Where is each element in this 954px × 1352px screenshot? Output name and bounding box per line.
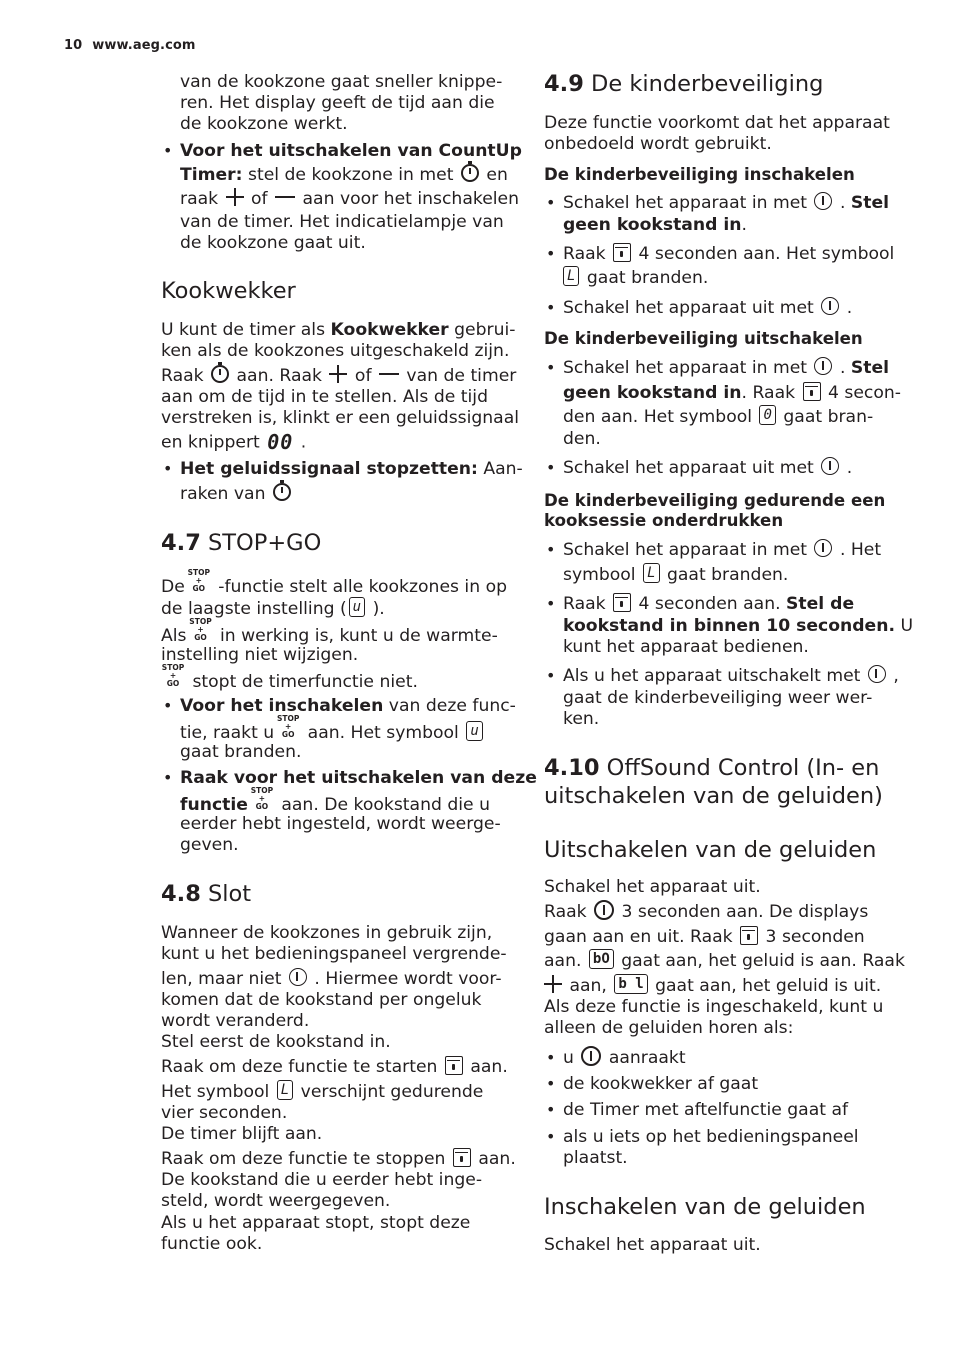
bullet: • [546,358,556,377]
text-span: aan. [544,951,582,971]
text-line: De kookstand die u eerder hebt inge- [161,1170,483,1190]
page-number: 10 [64,38,83,53]
stop-go-bottom: GO [192,584,206,593]
text-span: . Het [834,540,882,560]
section-number: 4.9 [544,71,584,97]
text-span: , [887,666,899,686]
text-span: in werking is, kunt u de warmte- [214,626,498,646]
lock-icon [613,243,631,262]
text-span: Raak [563,594,606,614]
text-span: Als u het apparaat uitschakelt met [563,666,861,686]
header-url[interactable]: www.aeg.com [92,38,196,53]
text-span: gaat branden. [661,565,789,585]
bullet: • [546,1100,556,1119]
page-header [64,38,196,53]
text-span: len, maar niet [161,969,282,989]
bold-text: Voor het inschakelen [180,696,384,716]
section-title-4-10 [544,754,879,782]
bullet: • [546,458,556,477]
section-title-inschakelen: Inschakelen van de geluiden [544,1194,866,1220]
text-span: stel de kookzone in met [242,165,454,185]
text-span: Raak om deze functie te starten [161,1057,438,1077]
text-span: aanraakt [603,1048,686,1068]
bold-text: Stel [850,193,890,213]
lock-icon [453,1148,471,1167]
text-span: 3 seconden aan. De displays [616,902,869,922]
display-l-icon: L [277,1080,293,1100]
display-l-icon: L [563,266,579,286]
section-number: 4.10 [544,755,600,781]
text-line [161,432,306,454]
text-line: aan om de tijd in te stellen. Als de tijd [161,387,488,407]
text-span: gaat bran- [777,407,874,427]
text-span: aan voor het inschakelen [297,189,520,209]
text-span: . [841,458,853,478]
text-span: u [563,1048,574,1068]
text-span: De [161,577,185,597]
stop-go-plus: + [285,722,292,731]
text-line: ren. Het display geeft de tijd aan die [180,93,495,113]
text-line [180,459,523,480]
bold-text: geen kookstand in [563,215,742,235]
text-span: 4 seconden aan. [633,594,787,614]
bullet: • [546,1074,556,1093]
stop-go-plus: + [195,576,202,585]
power-icon [868,665,886,683]
stop-go-top: STOP [189,617,212,626]
bold-text: geen kookstand in [563,383,742,403]
text-line: Schakel het apparaat uit. [544,877,761,897]
display-0-icon: 0 [759,405,775,425]
stop-go-top: STOP [250,786,274,795]
text-span: stopt de timerfunctie niet. [187,672,418,692]
text-span: raak [180,189,219,209]
text-line [563,594,854,615]
text-line: geven. [180,835,239,855]
text-line [563,1048,686,1069]
stop-go-icon [189,618,213,644]
bullet: • [546,244,556,263]
text-line: De timer blijft aan. [161,1124,323,1144]
text-line: ken als de kookzones uitgeschakeld zijn. [161,341,510,361]
text-span: of [245,189,268,209]
plus-icon [329,365,347,383]
text-line [563,616,913,637]
text-span: en [480,165,508,185]
text-span: tie, raakt u [180,723,275,743]
text-line: kunt u het bedieningspaneel vergrende- [161,944,507,964]
text-span: . [841,298,853,318]
text-line [161,1057,508,1078]
text-span: Raak [544,902,587,922]
minus-icon [379,365,399,383]
text-line: van de kookzone gaat sneller knippe- [180,72,503,92]
text-span: aan. Raak [231,366,322,386]
text-span: Als [161,626,187,646]
text-span: aan, [564,976,607,996]
text-span: . [834,358,851,378]
text-line [161,320,515,341]
text-span: 4 secon- [822,383,901,403]
text-line: de kookwekker af gaat [563,1074,759,1094]
section-title-text: STOP+GO [200,530,322,556]
text-line [563,215,747,236]
bullet: • [546,540,556,559]
text-span: gaat aan, het geluid is uit. [649,976,882,996]
bold-text: Kookwekker [330,320,449,340]
text-span: . [834,193,851,213]
text-line [563,565,788,586]
text-line [161,969,502,990]
lock-icon [803,382,821,401]
text-line [161,1149,516,1170]
text-line [563,358,889,379]
bullet: • [546,193,556,212]
text-line: de kookzone gaat uit. [180,233,366,253]
power-icon [814,357,832,375]
text-line: Wanneer de kookzones in gebruik zijn, [161,923,493,943]
text-span: Schakel het apparaat uit met [563,298,814,318]
text-span: . [741,215,748,235]
text-line: functie ook. [161,1234,263,1254]
text-line [161,663,418,695]
stop-go-icon [161,664,185,690]
text-span: Aan- [477,459,523,479]
text-span: Schakel het apparaat in met [563,358,808,378]
text-span: Schakel het apparaat in met [563,193,808,213]
bold-text: functie [180,795,248,815]
timer-icon [211,365,229,383]
text-line [161,568,507,600]
text-span: gaat aan, het geluid is aan. Raak [615,951,905,971]
text-span: ). [367,599,385,619]
minus-icon [275,188,295,206]
text-line: gaat branden. [180,742,302,762]
stop-go-top: STOP [161,663,185,672]
bold-text: kookstand in binnen 10 seconden. [563,616,895,636]
bullet: • [546,298,556,317]
power-icon [814,192,832,210]
text-line: alleen de geluiden horen als: [544,1018,794,1038]
text-line: eerder hebt ingesteld, wordt weerge- [180,814,501,834]
text-span: . Raak [741,383,796,403]
bullet: • [546,1048,556,1067]
section-title-uitschakelen: Uitschakelen van de geluiden [544,837,877,863]
text-line: steld, wordt weergegeven. [161,1191,391,1211]
bold-text: Stel de [786,594,855,614]
text-line: van de timer. Het indicatielampje van [180,212,504,232]
text-span: . Hiermee wordt voor- [308,969,502,989]
text-line [161,1082,483,1103]
stop-go-top: STOP [277,714,300,723]
text-line: komen dat de kookstand per ongeluk [161,990,482,1010]
text-line [563,383,901,404]
text-line [563,298,852,319]
power-icon [581,1046,601,1066]
text-line: de Timer met aftelfunctie gaat af [563,1100,849,1120]
text-line [563,193,889,214]
text-line: wordt veranderd. [161,1011,310,1031]
text-line [563,540,881,561]
stop-go-icon [276,715,300,741]
plus-icon [544,975,562,993]
section-number: 4.8 [161,881,201,907]
text-line: Raak voor het uitschakelen van deze [180,768,537,788]
text-span: symbool [563,565,636,585]
section-title-4-10-line2: uitschakelen van de geluiden) [544,783,883,809]
stop-go-top: STOP [187,568,210,577]
bullet: • [546,666,556,685]
text-span: Raak om deze functie te stoppen [161,1149,446,1169]
bold-text: Het geluidssignaal stopzetten: [180,459,478,479]
text-span: U kunt de timer als [161,320,331,340]
stop-go-plus: + [258,794,266,803]
text-span: -functie stelt alle kookzones in op [212,577,507,597]
text-line: Voor het uitschakelen van CountUp [180,141,522,161]
text-line: onbedoeld wordt gebruikt. [544,134,772,154]
text-line [161,366,516,387]
text-span: de laagste instelling ( [161,599,347,619]
text-line: Stel eerst de kookstand in. [161,1032,391,1052]
plus-icon [226,188,244,206]
stop-go-plus: + [197,625,204,634]
section-title-text: OffSound Control (In- en [599,755,880,781]
text-line: Schakel het apparaat uit. [544,1235,761,1255]
display-u-icon: u [349,597,365,617]
lock-icon [740,926,758,945]
text-span: raken van [180,484,266,504]
display-u-icon: u [466,721,482,741]
text-span: of [349,366,372,386]
text-line: Als deze functie is ingeschakeld, kunt u [544,997,884,1017]
bold-text: Stel [850,358,890,378]
power-icon [814,539,832,557]
text-line: verstreken is, klinkt er een geluidssignaal [161,408,520,428]
text-line: als u iets op het bedieningspaneel [563,1127,859,1147]
text-span: van de timer [400,366,517,386]
text-line: gaat de kinderbeveiliging weer wer- [563,688,873,708]
timer-icon [273,483,291,501]
text-line: de kookzone werkt. [180,114,348,134]
display-bo-icon: bO [589,949,614,969]
section-title-4-9 [544,70,823,98]
text-span: 3 seconden [760,927,865,947]
text-span: verschijnt gedurende [295,1082,484,1102]
text-line: plaatst. [563,1148,628,1168]
text-span: . [295,432,307,453]
stop-go-icon [250,787,274,813]
text-line [563,268,708,289]
text-span: aan. De kookstand die u [275,795,490,815]
stop-go-plus: + [169,671,177,680]
text-span: en knippert [161,432,260,453]
text-line: ken. [563,709,600,729]
stop-go-bottom: GO [166,679,180,688]
text-span: Het symbool [161,1082,270,1102]
text-span: Schakel het apparaat in met [563,540,808,560]
subheading: De kinderbeveiliging inschakelen [544,165,855,184]
text-line: Deze functie voorkomt dat het apparaat [544,113,890,133]
bullet: • [163,696,173,715]
text-line [563,458,852,479]
text-line [563,407,873,428]
text-span: aan. Het symbool [302,723,459,743]
timer-icon [461,164,479,182]
text-line [180,696,516,717]
text-line: vier seconden. [161,1103,288,1123]
bullet: • [163,768,173,787]
text-line: Als u het apparaat stopt, stopt deze [161,1213,471,1233]
text-span: gaan aan en uit. Raak [544,927,733,947]
text-span: gebrui- [448,320,516,340]
display-00-icon: 00 [267,430,294,454]
text-line [544,927,865,948]
display-l-icon: L [643,563,659,583]
text-span: U [894,616,914,636]
bullet: • [163,141,173,160]
stop-go-icon [187,569,211,595]
text-line [563,666,899,687]
text-line: instelling niet wijzigen. [161,645,359,665]
text-span: 4 seconden aan. Het symbool [633,244,895,264]
bullet: • [546,1127,556,1146]
power-icon [289,968,307,986]
section-title-kookwekker: Kookwekker [161,278,296,304]
subheading: kooksessie onderdrukken [544,511,784,530]
display-bl-icon: b l [614,974,647,994]
power-icon [594,900,614,920]
text-span: Raak [563,244,606,264]
text-span: den aan. Het symbool [563,407,753,427]
text-span: gaat branden. [581,268,709,288]
text-line [180,484,293,505]
bullet: • [163,459,173,478]
bullet: • [546,594,556,613]
section-title-4-8 [161,880,251,908]
section-title-text: Slot [200,881,252,907]
stop-go-bottom: GO [194,633,207,642]
text-span: van deze func- [383,696,516,716]
stop-go-bottom: GO [281,730,295,739]
text-line: kunt het apparaat bedienen. [563,637,809,657]
section-title-4-7 [161,529,321,557]
power-icon [821,457,839,475]
text-line [544,976,881,997]
text-line [544,951,905,972]
section-number: 4.7 [161,530,201,556]
lock-icon [613,593,631,612]
text-span: Schakel het apparaat uit met [563,458,814,478]
subheading: De kinderbeveiliging gedurende een [544,491,886,510]
power-icon [821,297,839,315]
text-line [180,165,508,186]
text-line [544,902,868,923]
text-span: aan. [464,1057,508,1077]
subheading: De kinderbeveiliging uitschakelen [544,329,863,348]
text-line [563,244,894,265]
bold-text: Timer: [180,165,243,185]
text-span: aan. [472,1149,516,1169]
lock-icon [445,1056,463,1075]
text-span: Raak [161,366,204,386]
stop-go-bottom: GO [255,802,269,811]
text-line [180,189,519,210]
text-line: den. [563,429,601,449]
section-title-text: De kinderbeveiliging [583,71,824,97]
